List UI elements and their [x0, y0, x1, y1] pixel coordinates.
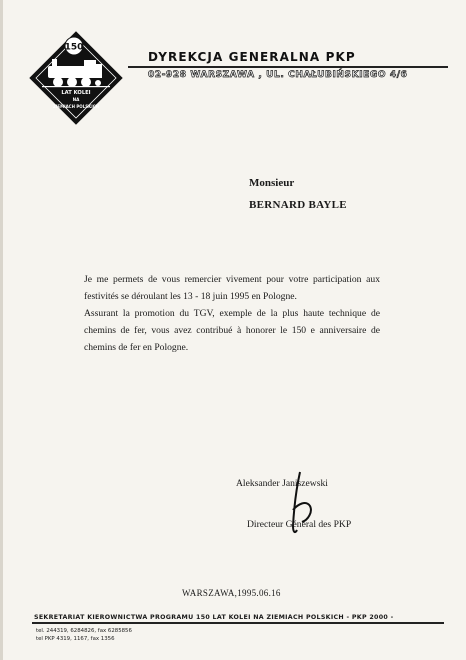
letter-body [84, 271, 380, 356]
footer-secretariat: SEKRETARIAT KIEROWNICTWA PROGRAMU 150 LAT KOLEI NA ZIEMIACH POLSKICH - PKP 2000 - [34, 614, 394, 621]
logo-number: 150 [64, 42, 84, 53]
letterhead-rule [128, 66, 448, 68]
body-paragraph-2: Assurant la promotion du TGV, exemple de la plus haute technique de chemins de fer, vous avez contribué à honorer le 150 e anniversaire de chemins de fer en Pologne. [84, 308, 380, 353]
footer-phone-1: tel. 244319, 6284826, fax 6285856 [36, 628, 132, 634]
signatory-name: Aleksander Janiszewski [236, 478, 328, 489]
organization-name: DYREKCJA GENERALNA PKP [148, 50, 356, 64]
logo-line2: NA [72, 97, 80, 102]
footer-contact [36, 627, 132, 643]
signatory-title: Directeur Général des PKP [247, 519, 352, 530]
recipient-block [249, 177, 347, 211]
recipient-name: BERNARD BAYLE [249, 199, 347, 211]
footer-phone-2: tel PKP 4319, 1167, fax 1356 [36, 636, 115, 642]
organization-address: 02-928 WARSZAWA , UL. CHAŁUBIŃSKIEGO 4/6 [148, 70, 408, 80]
logo-graphic [28, 30, 124, 126]
logo-line3: ZIEMIACH POLSKICH [53, 104, 99, 109]
recipient-salutation: Monsieur [249, 177, 295, 189]
pkp-150-logo [28, 30, 124, 126]
page-edge [0, 0, 3, 660]
footer-rule [32, 622, 444, 624]
place-and-date: WARSZAWA,1995.06.16 [182, 588, 281, 598]
logo-line1: LAT KOLEI [61, 90, 91, 96]
body-paragraph-1: Je me permets de vous remercier vivement pour votre participation aux festivités se déroulant les 13 - 18 juin 1995 en Pologne. [84, 274, 380, 302]
